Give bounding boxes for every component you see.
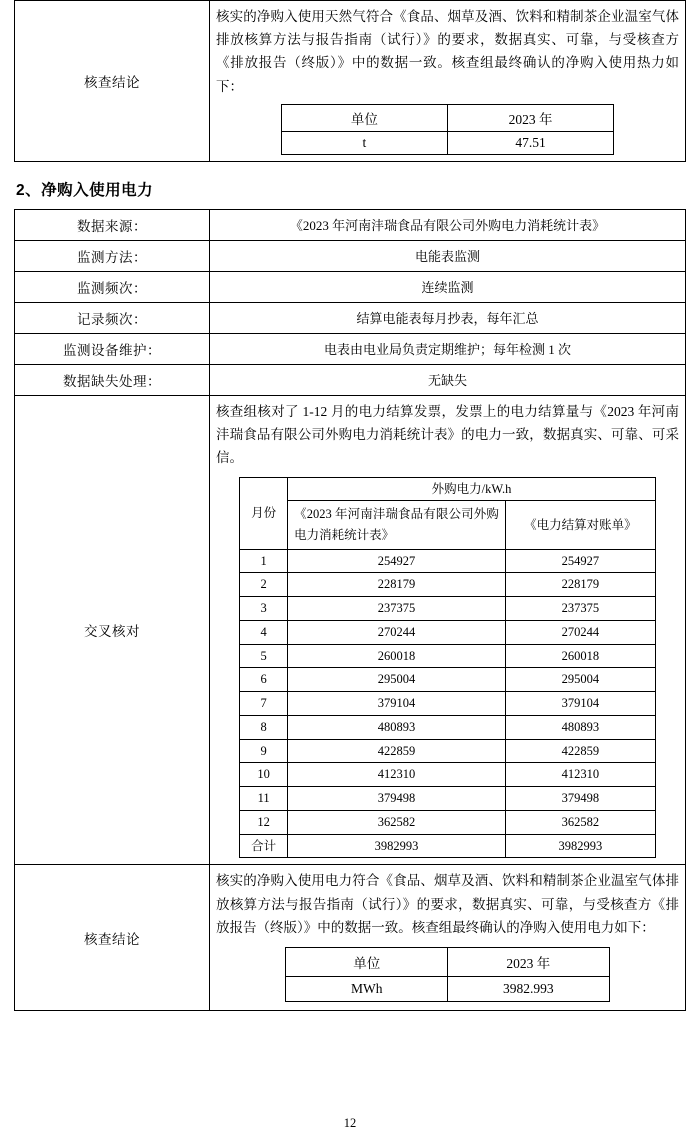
cell-statistics-value: 362582 [288, 810, 506, 834]
row-value-record-frequency: 结算电能表每月抄表，每年汇总 [210, 302, 686, 333]
electricity-conclusion-cell [210, 865, 686, 1011]
natural-gas-conclusion-table [14, 0, 686, 162]
heat-unit-table [281, 104, 614, 155]
cell-month-total: 合计 [240, 834, 288, 858]
cross-check-content-cell [210, 395, 686, 864]
table-row [240, 692, 656, 716]
table-row [15, 209, 686, 240]
cell-settlement-total: 3982993 [505, 834, 655, 858]
cell-month: 4 [240, 620, 288, 644]
table-header-row-group [240, 477, 656, 501]
table-row [15, 333, 686, 364]
conclusion-paragraph: 核实的净购入使用天然气符合《食品、烟草及酒、饮料和精制茶企业温室气体排放核算方法与报告指南（试行）》的要求，数据真实、可靠，与受核查方《排放报告（终版）》中的数据一致。核查组最终确认的净购入使用热力如下： [216, 9, 679, 94]
cell-settlement-value: 480893 [505, 715, 655, 739]
monthly-electricity-table [239, 477, 656, 859]
table-row [240, 763, 656, 787]
cell-settlement-value: 270244 [505, 620, 655, 644]
row-value-equipment-maintenance: 电表由电业局负责定期维护；每年检测 1 次 [210, 333, 686, 364]
row-value-missing-data: 无缺失 [210, 364, 686, 395]
table-header-row-sources [240, 501, 656, 549]
table-row [15, 364, 686, 395]
cell-year-value: 47.51 [447, 131, 613, 154]
table-row [240, 715, 656, 739]
cell-settlement-value: 362582 [505, 810, 655, 834]
cell-settlement-value: 412310 [505, 763, 655, 787]
cell-month: 6 [240, 668, 288, 692]
cell-settlement-value: 422859 [505, 739, 655, 763]
electricity-conclusion-paragraph: 核实的净购入使用电力符合《食品、烟草及酒、饮料和精制茶企业温室气体排放核算方法与报告指南（试行）》的要求，数据真实、可靠，与受核查方《排放报告（终版）》中的数据一致。核查组最终确认的净购入使用电力如下： [216, 873, 679, 935]
cell-statistics-value: 228179 [288, 573, 506, 597]
table-row [240, 620, 656, 644]
row-label-monitor-method: 监测方法： [15, 240, 210, 271]
cell-statistics-total: 3982993 [288, 834, 506, 858]
table-row [281, 131, 613, 154]
row-label-record-frequency: 记录频次： [15, 302, 210, 333]
monthly-electricity-table-wrap [216, 477, 679, 859]
table-row [286, 976, 609, 1001]
heat-unit-table-wrap [216, 104, 679, 155]
cell-unit-value: t [281, 131, 447, 154]
row-label-cross-check: 交叉核对 [15, 395, 210, 864]
cell-month: 5 [240, 644, 288, 668]
cell-settlement-value: 295004 [505, 668, 655, 692]
cell-statistics-value: 254927 [288, 549, 506, 573]
cell-statistics-value: 295004 [288, 668, 506, 692]
header-purchased-electricity: 外购电力/kW.h [288, 477, 656, 501]
cell-statistics-value: 270244 [288, 620, 506, 644]
header-month: 月份 [240, 477, 288, 549]
table-row [240, 668, 656, 692]
cell-month: 11 [240, 787, 288, 811]
cell-statistics-value: 480893 [288, 715, 506, 739]
cell-settlement-value: 379104 [505, 692, 655, 716]
table-row [15, 1, 686, 162]
row-label-electricity-conclusion: 核查结论 [15, 865, 210, 1011]
cell-statistics-value: 379104 [288, 692, 506, 716]
cell-statistics-value: 379498 [288, 787, 506, 811]
conclusion-content-cell [210, 1, 686, 162]
header-source-statistics: 《2023 年河南沣瑞食品有限公司外购电力消耗统计表》 [288, 501, 506, 549]
table-row [240, 644, 656, 668]
cell-settlement-value: 228179 [505, 573, 655, 597]
cell-settlement-value: 379498 [505, 787, 655, 811]
cell-month: 10 [240, 763, 288, 787]
cell-month: 12 [240, 810, 288, 834]
page-content [14, 0, 686, 1011]
row-value-monitor-frequency: 连续监测 [210, 271, 686, 302]
header-year: 2023 年 [448, 947, 610, 976]
cell-statistics-value: 412310 [288, 763, 506, 787]
cell-statistics-value: 237375 [288, 597, 506, 621]
table-header-row [286, 947, 609, 976]
row-value-monitor-method: 电能表监测 [210, 240, 686, 271]
row-label-data-source: 数据来源： [15, 209, 210, 240]
cell-month: 7 [240, 692, 288, 716]
cell-month: 3 [240, 597, 288, 621]
header-source-settlement: 《电力结算对账单》 [505, 501, 655, 549]
table-row [240, 597, 656, 621]
header-unit: 单位 [286, 947, 448, 976]
table-row [15, 302, 686, 333]
cell-month: 1 [240, 549, 288, 573]
cell-settlement-value: 260018 [505, 644, 655, 668]
row-label-monitor-frequency: 监测频次： [15, 271, 210, 302]
row-label-equipment-maintenance: 监测设备维护： [15, 333, 210, 364]
cross-check-paragraph: 核查组核对了 1-12 月的电力结算发票，发票上的电力结算量与《2023 年河南沣瑞食品有限公司外购电力消耗统计表》的电力一致，数据真实、可靠、可采信。 [216, 403, 679, 466]
electricity-unit-table-wrap [216, 947, 679, 1002]
row-label-conclusion: 核查结论 [15, 1, 210, 162]
table-row [240, 787, 656, 811]
cell-month: 9 [240, 739, 288, 763]
table-row [15, 395, 686, 864]
electricity-unit-table [285, 947, 609, 1002]
header-unit: 单位 [281, 104, 447, 131]
electricity-data-table [14, 209, 686, 1011]
cell-unit-value: MWh [286, 976, 448, 1001]
cell-settlement-value: 237375 [505, 597, 655, 621]
header-year: 2023 年 [447, 104, 613, 131]
cell-month: 8 [240, 715, 288, 739]
cell-year-value: 3982.993 [448, 976, 610, 1001]
table-row [15, 240, 686, 271]
cell-month: 2 [240, 573, 288, 597]
table-row [15, 271, 686, 302]
table-row [240, 810, 656, 834]
row-value-data-source: 《2023 年河南沣瑞食品有限公司外购电力消耗统计表》 [210, 209, 686, 240]
cell-statistics-value: 260018 [288, 644, 506, 668]
table-row [240, 739, 656, 763]
table-row-total [240, 834, 656, 858]
cell-settlement-value: 254927 [505, 549, 655, 573]
table-row [240, 549, 656, 573]
cell-statistics-value: 422859 [288, 739, 506, 763]
table-header-row [281, 104, 613, 131]
table-row [240, 573, 656, 597]
table-row [15, 865, 686, 1011]
row-label-missing-data: 数据缺失处理： [15, 364, 210, 395]
section-heading-electricity: 2、净购入使用电力 [16, 181, 154, 199]
page-number: 12 [343, 1116, 357, 1130]
